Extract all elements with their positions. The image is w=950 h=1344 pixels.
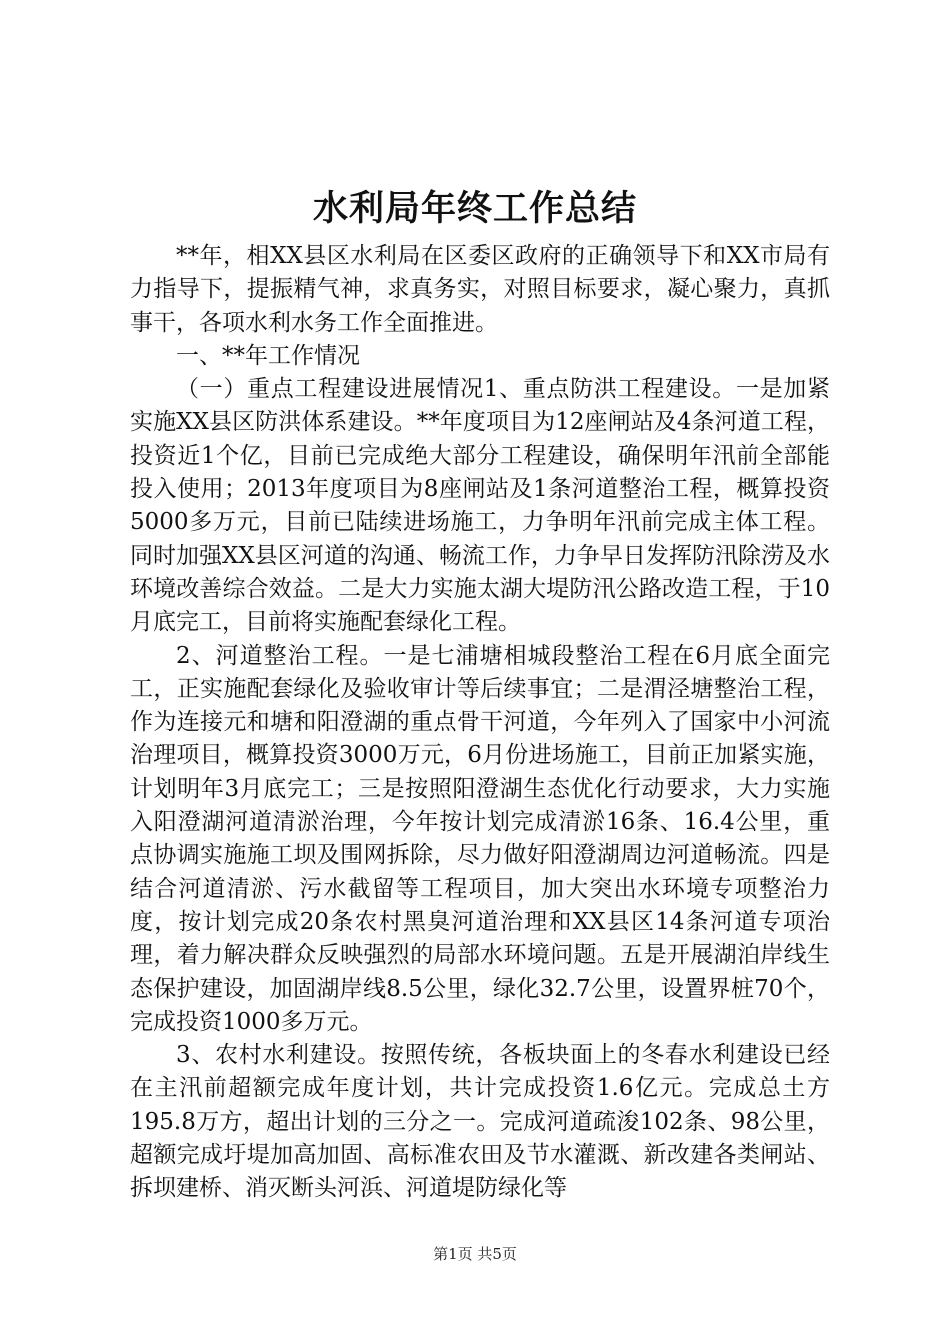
section-heading: 一、**年工作情况 — [176, 342, 360, 369]
document-title: 水利局年终工作总结 — [312, 189, 637, 229]
body-paragraph: 3、农村水利建设。按照传统，各板块面上的冬春水利建设已经在主汛前超额完成年度计划，共计完成投资1.6亿元。完成总土方195.8万方，超出计划的三分之一。完成河道疏浚102条、98公里，超额完成圩堤加高加固、高标准农田及节水灌溉、新改建各类闸站、拆坝建桥、消灭断头河浜、河道堤防绿化等 — [130, 1042, 830, 1202]
document-body — [130, 240, 830, 1206]
page-number: 第1页 共5页 — [433, 1245, 517, 1263]
body-paragraph: 2、河道整治工程。一是七浦塘相城段整治工程在6月底全面完工，正实施配套绿化及验收审计等后续事宜；二是渭泾塘整治工程，作为连接元和塘和阳澄湖的重点骨干河道，今年列入了国家中小河流治理项目，概算投资3000万元，6月份进场施工，目前正加紧实施，计划明年3月底完工；三是按照阳澄湖生态优化行动要求，大力实施入阳澄湖河道清淤治理，今年按计划完成清淤16条、16.4公里，重点协调实施施工坝及围网拆除，尽力做好阳澄湖周边河道畅流。四是结合河道清淤、污水截留等工程项目，加大突出水环境专项整治力度，按计划完成20条农村黑臭河道治理和XX县区14条河道专项治理，着力解决群众反映强烈的局部水环境问题。五是开展湖泊岸线生态保护建设，加固湖岸线8.5公里，绿化32.7公里，设置界桩70个，完成投资1000多万元。 — [130, 642, 830, 1035]
intro-paragraph: **年，相XX县区水利局在区委区政府的正确领导下和XX市局有力指导下，提振精气神，求真务实，对照目标要求，凝心聚力，真抓事干，各项水利水务工作全面推进。 — [130, 243, 830, 336]
body-paragraph: （一）重点工程建设进展情况1、重点防洪工程建设。一是加紧实施XX县区防洪体系建设。**年度项目为12座闸站及4条河道工程，投资近1个亿，目前已完成绝大部分工程建设，确保明年汛前全部能投入使用；2013年度项目为8座闸站及1条河道整治工程，概算投资5000多万元，目前已陆续进场施工，力争明年汛前完成主体工程。同时加强XX县区河道的沟通、畅流工作，力争早日发挥防汛除涝及水环境改善综合效益。二是大力实施太湖大堤防汛公路改造工程，于10月底完工，目前将实施配套绿化工程。 — [130, 376, 830, 636]
